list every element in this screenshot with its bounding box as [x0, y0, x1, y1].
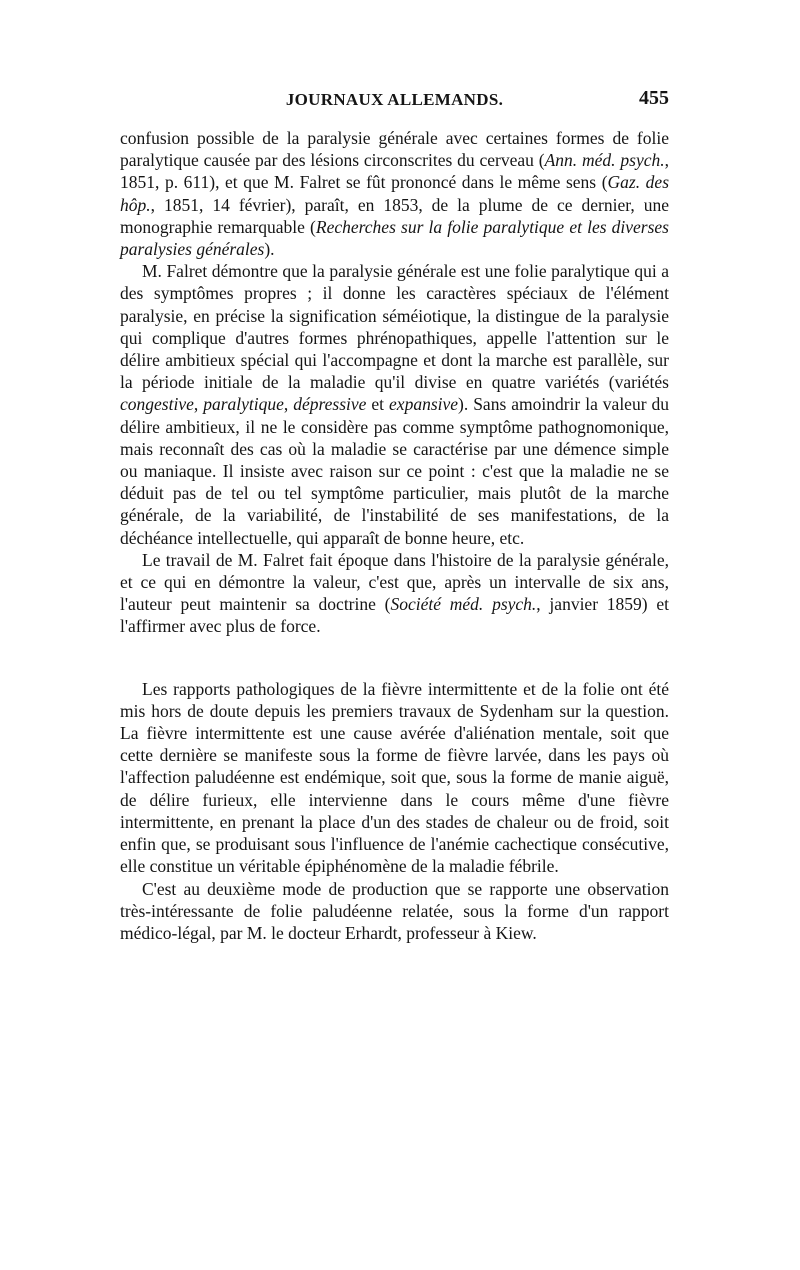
italic-citation: congestive [120, 394, 194, 415]
text-segment: ). Sans amoindrir la valeur du délire ambitieux, il ne le considère pas comme symptôme pathognomonique, mais reconnaît des cas où la maladie se caractérise par une démence simple ou maniaque. Il insiste avec raison sur ce point : c'est que la maladie ne se déduit pas de tel ou tel symptôme particulier, mais plutôt de la marche générale, de la variabilité, de l'instabilité de ses manifestations, de la déchéance intellectuelle, qui apparaît de bonne heure, etc. [120, 394, 669, 548]
text-segment: et [366, 394, 390, 415]
text-segment: Le travail de M. Falret fait époque dans l'histoire de la paralysie générale, et ce qui en démontre la valeur, c'est que, après un intervalle de six ans, l'auteur peut maintenir sa doctrine ( [120, 549, 669, 615]
text-segment: Les rapports pathologiques de la fièvre intermittente et de la folie ont été mis hors de doute depuis les premiers travaux de Sydenham sur la question. La fièvre intermittente est une cause avérée d'aliénation mentale, soit que cette dernière se manifeste sous la forme de fièvre larvée, dans les pays où l'affection paludéenne est endémique, soit que, sous la forme de manie aiguë, de délire furieux, elle intervienne dans le cours même d'une fièvre intermittente, en prenant la place d'un des stades de chaleur ou de froid, soit enfin que, se produisant sous l'influence de l'anémie cachectique consécutive, elle constitue un véritable épiphénomène de la maladie fébrile. [120, 678, 669, 877]
paragraph-travail-falret [120, 549, 669, 638]
body-text [120, 127, 669, 944]
text-segment: , 1851, 14 février), paraît, en 1853, de la plume de ce dernier, une monographie remarquable ( [120, 194, 669, 237]
italic-citation: Recherches sur la folie paralytique et les diverses paralysies générales [120, 216, 669, 260]
paragraph-observation-erhardt [120, 878, 669, 945]
running-head [120, 87, 669, 114]
text-segment: , [193, 394, 204, 415]
italic-citation: expansive [389, 394, 459, 415]
italic-citation: Gaz. des hôp. [120, 172, 670, 215]
text-segment: C'est au deuxième mode de production que se rapporte une observation très-intéressante de folie paludéenne relatée, sous la forme d'un rapport médico-légal, par M. le docteur Erhardt, professeur à Kiew. [120, 878, 669, 943]
paragraph-fievre-intermittente [120, 678, 669, 878]
paragraph-falret-demontre [120, 260, 669, 549]
running-title: JOURNAUX ALLEMANDS. [285, 90, 504, 109]
page-number: 455 [639, 87, 669, 109]
italic-citation: Société méd. psych. [390, 594, 537, 615]
text-segment: , janvier 1859) et l'affirmer avec plus de force. [120, 594, 670, 637]
text-segment: confusion possible de la paralysie générale avec certaines formes de folie paralytique causée par des lésions circonscrites du cerveau ( [120, 128, 669, 171]
italic-citation: dépressive [293, 394, 367, 415]
text-segment: , 1851, p. 611), et que M. Falret se fût prononcé dans le même sens ( [120, 150, 669, 193]
text-segment: M. Falret démontre que la paralysie générale est une folie paralytique qui a des symptômes propres ; il donne les caractères spéciaux de l'élément paralysie, en précise la signification séméiotique, la distingue de la paralysie qui complique d'autres formes phrénopathiques, appelle l'attention sur le délire ambitieux spécial qui l'accompagne et dont la marche est parallèle, sur la période initiale de la maladie qu'il divise en quatre variétés (variétés [120, 261, 669, 393]
text-segment: , [283, 394, 294, 415]
paragraph-paralysie-continuation [120, 127, 669, 260]
text-segment: ). [264, 239, 275, 260]
italic-citation: paralytique [203, 394, 284, 415]
italic-citation: Ann. méd. psych. [544, 150, 665, 171]
